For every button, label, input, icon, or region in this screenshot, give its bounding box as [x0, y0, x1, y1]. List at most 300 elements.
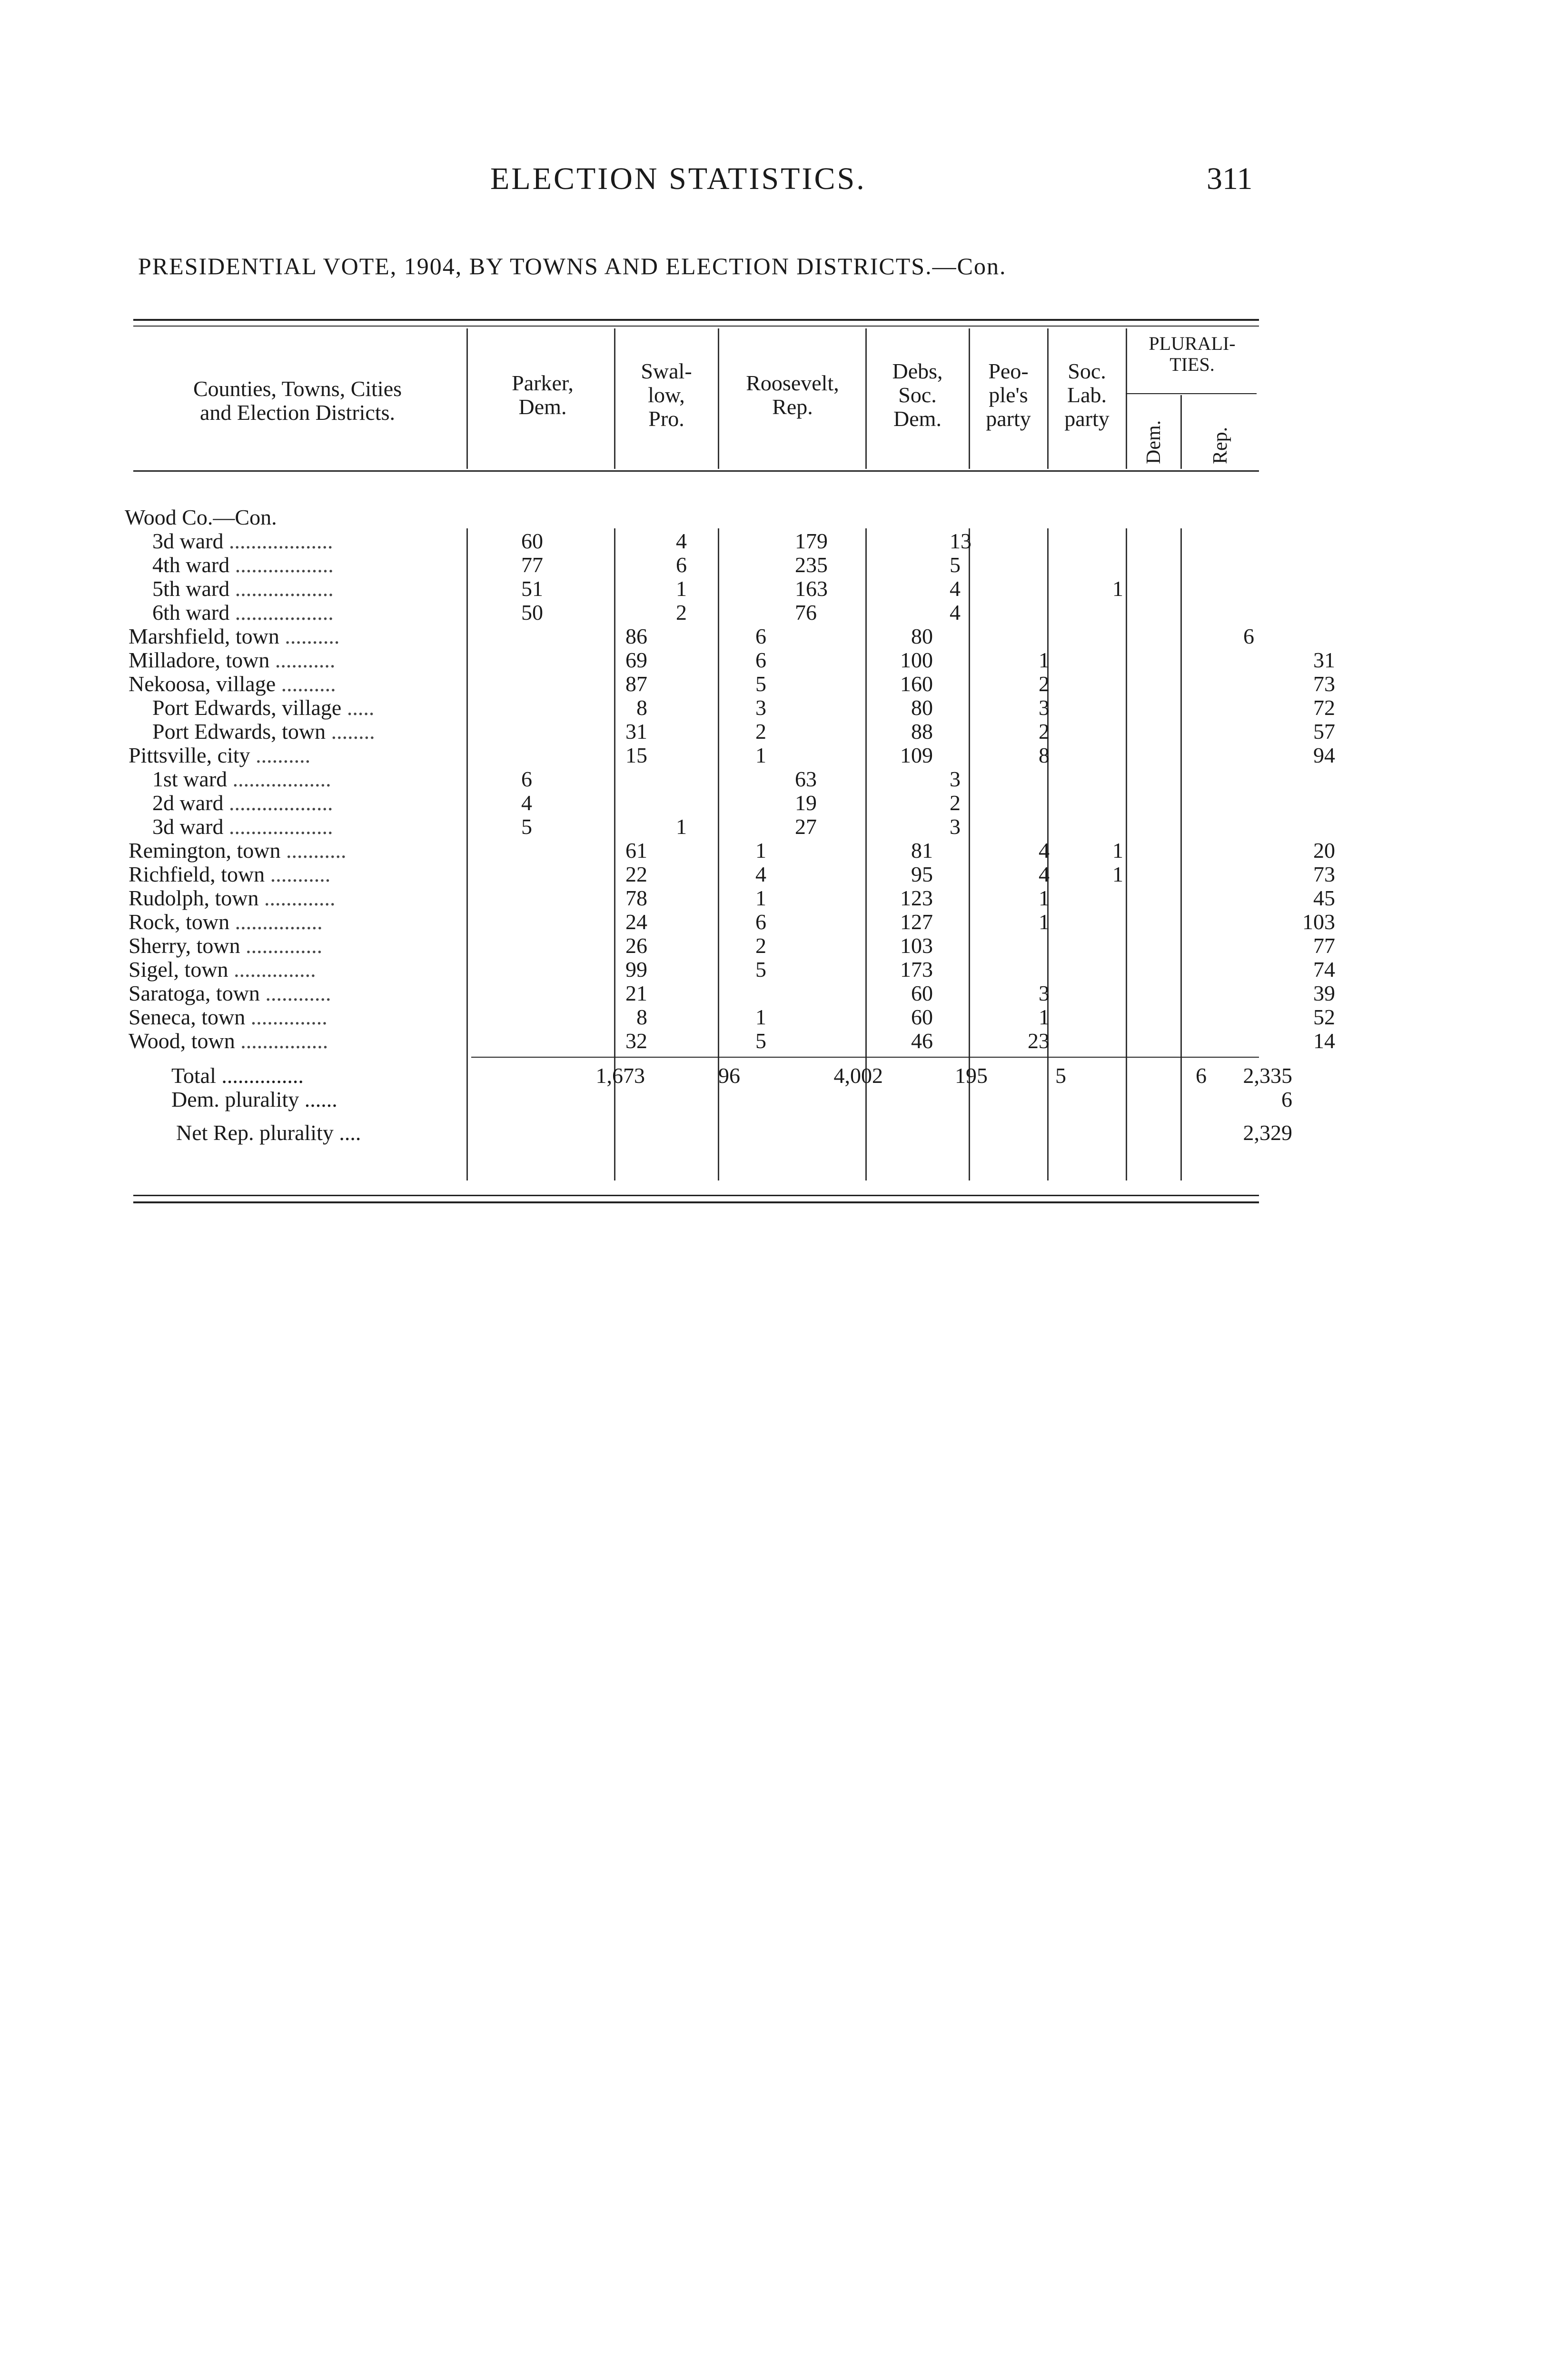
cell-p1: 51 [521, 576, 543, 601]
row-label: Saratoga, town [129, 981, 260, 1005]
cell-sl [1123, 863, 1202, 886]
cell-p2: 86 [625, 624, 647, 648]
cell-s1 [647, 767, 714, 791]
header-pluralities: PLURALI- TIES. [1149, 333, 1236, 375]
cell-d1 [933, 648, 988, 672]
top-rule [133, 319, 1259, 321]
totals-debs [888, 1088, 992, 1111]
cell-s2 [714, 601, 766, 625]
table-row [124, 958, 1335, 982]
cell-p2 [574, 577, 647, 601]
cell-s1 [647, 958, 714, 982]
cell-p2: 69 [625, 648, 647, 672]
cell-pr [1254, 601, 1335, 625]
row-label: Marshfield, town [129, 624, 279, 648]
cell-s2: 1 [755, 1005, 766, 1029]
cell-d2: 4 [1039, 862, 1050, 886]
cell-d1 [933, 625, 988, 648]
table-row [124, 696, 1335, 720]
cell-r2: 103 [900, 933, 933, 958]
cell-r2 [852, 601, 933, 625]
leader-dots: ................ [229, 910, 323, 934]
cell-r1: 179 [795, 529, 828, 553]
cell-r1 [766, 863, 852, 886]
cell-d1 [933, 1005, 988, 1029]
cell-p2 [574, 529, 647, 553]
cell-d2 [988, 767, 1050, 791]
cell-pp [1050, 601, 1123, 625]
table-row [124, 863, 1335, 886]
totals-row [124, 1064, 1297, 1088]
header-swallow: Swal- low, Pro. [641, 359, 692, 431]
table-row [124, 577, 1335, 601]
cell-s2 [714, 767, 766, 791]
cell-pr: 94 [1313, 743, 1335, 767]
table-row [124, 553, 1335, 577]
cell-s1 [647, 648, 714, 672]
cell-pr: 45 [1313, 886, 1335, 910]
cell-r2: 95 [911, 862, 933, 886]
cell-r2: 60 [911, 981, 933, 1005]
leader-dots: ........... [265, 862, 331, 886]
cell-pd [1202, 744, 1254, 767]
leader-dots: .............. [240, 933, 323, 958]
cell-r1 [766, 982, 852, 1005]
cell-p2: 31 [625, 719, 647, 744]
cell-pp: 1 [1112, 838, 1123, 863]
row-label: Rock, town [129, 910, 230, 934]
cell-sl [1123, 934, 1202, 958]
row-label: Sigel, town [129, 957, 228, 982]
cell-d1 [933, 982, 988, 1005]
cell-d2 [988, 553, 1050, 577]
leader-dots: .... [333, 1121, 361, 1145]
cell-sl [1123, 791, 1202, 815]
totals-peoples [992, 1111, 1071, 1154]
totals-rep: 2,335 [1243, 1063, 1292, 1088]
leader-dots: ............ [259, 981, 331, 1005]
cell-p1 [495, 982, 574, 1005]
cell-r1 [766, 672, 852, 696]
cell-s2 [714, 553, 766, 577]
cell-pp [1050, 886, 1123, 910]
leader-dots: .................. [229, 553, 334, 577]
row-label: 6th ward [152, 600, 230, 625]
cell-r2: 81 [911, 838, 933, 863]
cell-pp [1050, 696, 1123, 720]
leader-dots: .................. [227, 767, 331, 791]
cell-r1 [766, 696, 852, 720]
cell-p2 [574, 791, 647, 815]
totals-soclab [1071, 1088, 1154, 1111]
row-label: Seneca, town [129, 1005, 246, 1029]
cell-s2: 6 [755, 624, 766, 648]
cell-p2: 26 [625, 933, 647, 958]
col-sep [1180, 395, 1182, 469]
cell-pp [1050, 767, 1123, 791]
totals-dem: 6 [1196, 1063, 1207, 1088]
cell-d1 [933, 1029, 988, 1053]
cell-s2: 5 [755, 957, 766, 982]
cell-pd [1202, 553, 1254, 577]
totals-dem [1154, 1111, 1211, 1154]
cell-pd: 6 [1243, 624, 1254, 648]
totals-parker: 1,673 [595, 1063, 645, 1088]
cell-pr: 14 [1313, 1029, 1335, 1053]
cell-sl [1123, 839, 1202, 863]
cell-s1 [647, 791, 714, 815]
cell-p1 [495, 696, 574, 720]
cell-r1: 235 [795, 553, 828, 577]
cell-pd [1202, 839, 1254, 863]
leader-dots: ............... [228, 957, 316, 982]
cell-d1: 4 [950, 576, 961, 601]
cell-pr [1254, 529, 1335, 553]
page-number: 311 [1207, 161, 1253, 196]
cell-p1 [495, 1005, 574, 1029]
cell-pr [1254, 625, 1335, 648]
cell-p1 [495, 720, 574, 744]
cell-pp [1050, 672, 1123, 696]
cell-d1 [933, 934, 988, 958]
cell-pd [1202, 982, 1254, 1005]
cell-d1 [933, 672, 988, 696]
cell-s2: 6 [755, 648, 766, 672]
table-row [124, 648, 1335, 672]
cell-pp [1050, 553, 1123, 577]
totals-debs [888, 1111, 992, 1154]
header-plurality-rep: Rep. [1209, 426, 1231, 464]
cell-r1: 76 [795, 600, 817, 625]
table-row [124, 1005, 1335, 1029]
cell-s2: 4 [755, 862, 766, 886]
cell-sl [1123, 648, 1202, 672]
cell-r2 [852, 767, 933, 791]
totals-roosevelt: 4,002 [833, 1063, 883, 1088]
cell-r1: 19 [795, 791, 817, 815]
table-row [124, 529, 1335, 553]
cell-r1 [766, 720, 852, 744]
row-label: 4th ward [152, 553, 230, 577]
cell-r1: 27 [795, 814, 817, 839]
cell-s1: 6 [676, 553, 687, 577]
cell-pr: 73 [1313, 862, 1335, 886]
cell-pr [1254, 791, 1335, 815]
cell-d1 [933, 839, 988, 863]
cell-sl [1123, 886, 1202, 910]
header-plurality-dem: Dem. [1143, 420, 1165, 464]
table-title: PRESIDENTIAL VOTE, 1904, BY TOWNS AND ELECTION DISTRICTS.—Con. [138, 253, 1007, 279]
cell-sl [1123, 815, 1202, 839]
totals-label: Net Rep. plurality [176, 1121, 334, 1145]
totals-debs: 195 [955, 1063, 988, 1088]
cell-s1 [647, 720, 714, 744]
cell-d2 [988, 529, 1050, 553]
cell-p1 [495, 863, 574, 886]
cell-s2: 1 [755, 886, 766, 910]
cell-pp [1050, 934, 1123, 958]
cell-p1 [495, 672, 574, 696]
cell-d1 [933, 958, 988, 982]
cell-d1 [933, 696, 988, 720]
table-row [124, 886, 1335, 910]
row-label: 2d ward [152, 791, 224, 815]
cell-d2: 1 [1039, 910, 1050, 934]
cell-pr: 39 [1313, 981, 1335, 1005]
leader-dots: ...... [299, 1087, 337, 1111]
cell-r1 [766, 648, 852, 672]
cell-s2: 2 [755, 933, 766, 958]
cell-pp [1050, 625, 1123, 648]
totals-label: Dem. plurality [171, 1087, 299, 1111]
cell-s1 [647, 1029, 714, 1053]
cell-p2: 22 [625, 862, 647, 886]
vote-table [124, 529, 1335, 1053]
cell-s2 [714, 982, 766, 1005]
cell-d2 [988, 958, 1050, 982]
cell-p2: 78 [625, 886, 647, 910]
bottom-rule-thick [133, 1201, 1259, 1203]
cell-sl [1123, 1029, 1202, 1053]
row-label: Remington, town [129, 838, 281, 863]
table-row [124, 1029, 1335, 1053]
cell-r1 [766, 1029, 852, 1053]
cell-r1 [766, 839, 852, 863]
cell-pd [1202, 696, 1254, 720]
cell-pd [1202, 1005, 1254, 1029]
cell-sl [1123, 744, 1202, 767]
pluralities-rule [1126, 393, 1257, 394]
cell-d2 [988, 601, 1050, 625]
cell-p1: 50 [521, 600, 543, 625]
leader-dots: .......... [279, 624, 340, 648]
cell-p2: 21 [625, 981, 647, 1005]
totals-row [124, 1088, 1297, 1111]
cell-p1 [495, 934, 574, 958]
totals-soclab [1071, 1111, 1154, 1154]
cell-pr [1254, 553, 1335, 577]
cell-sl [1123, 577, 1202, 601]
cell-s1: 2 [676, 600, 687, 625]
cell-r2: 109 [900, 743, 933, 767]
cell-p2 [574, 815, 647, 839]
cell-pr: 57 [1313, 719, 1335, 744]
cell-pr: 31 [1313, 648, 1335, 672]
cell-d2: 23 [1028, 1029, 1050, 1053]
cell-pr: 72 [1313, 695, 1335, 720]
row-label: Port Edwards, village [152, 695, 342, 720]
cell-p1 [495, 910, 574, 934]
cell-pr: 103 [1302, 910, 1335, 934]
totals-swallow [650, 1111, 745, 1154]
cell-r2 [852, 791, 933, 815]
table-row [124, 767, 1335, 791]
cell-pp [1050, 910, 1123, 934]
table-row [124, 601, 1335, 625]
row-label: 5th ward [152, 576, 230, 601]
cell-d1 [933, 720, 988, 744]
col-sep [466, 328, 468, 469]
cell-s1 [647, 625, 714, 648]
cell-d2: 2 [1039, 672, 1050, 696]
cell-s2: 5 [755, 1029, 766, 1053]
leader-dots: ................ [235, 1029, 328, 1053]
leader-dots: .............. [245, 1005, 327, 1029]
cell-s1 [647, 982, 714, 1005]
cell-p1 [495, 744, 574, 767]
cell-p1 [495, 648, 574, 672]
cell-pp [1050, 529, 1123, 553]
cell-d1: 13 [950, 529, 971, 553]
cell-r1: 63 [795, 767, 817, 791]
cell-pp [1050, 1005, 1123, 1029]
cell-d2: 1 [1039, 1005, 1050, 1029]
header-soclab: Soc. Lab. party [1064, 359, 1110, 431]
totals-table [124, 1064, 1297, 1154]
cell-s1 [647, 672, 714, 696]
totals-label: Total [171, 1063, 216, 1088]
cell-pd [1202, 815, 1254, 839]
header-peoples: Peo- ple's party [986, 359, 1031, 431]
table-row [124, 982, 1335, 1005]
leader-dots: ................... [223, 529, 333, 553]
cell-sl [1123, 720, 1202, 744]
cell-r2: 127 [900, 910, 933, 934]
cell-pp [1050, 815, 1123, 839]
cell-d2: 3 [1039, 981, 1050, 1005]
row-label: 3d ward [152, 814, 224, 839]
table-row [124, 839, 1335, 863]
cell-d2 [988, 791, 1050, 815]
cell-pd [1202, 863, 1254, 886]
cell-r2: 46 [911, 1029, 933, 1053]
cell-r2: 80 [911, 695, 933, 720]
cell-pd [1202, 934, 1254, 958]
totals-parker [519, 1111, 650, 1154]
cell-s1: 1 [676, 814, 687, 839]
cell-s1: 1 [676, 576, 687, 601]
totals-row [124, 1111, 1297, 1154]
cell-pr: 52 [1313, 1005, 1335, 1029]
cell-sl [1123, 601, 1202, 625]
cell-pd [1202, 577, 1254, 601]
row-label: Milladore, town [129, 648, 270, 672]
cell-d1 [933, 744, 988, 767]
totals-peoples [992, 1088, 1071, 1111]
cell-d1 [933, 910, 988, 934]
cell-pp: 1 [1112, 576, 1123, 601]
cell-d2: 1 [1039, 886, 1050, 910]
cell-s2: 1 [755, 838, 766, 863]
cell-p2: 61 [625, 838, 647, 863]
row-label: Rudolph, town [129, 886, 259, 910]
leader-dots: .......... [276, 672, 336, 696]
cell-pd [1202, 767, 1254, 791]
cell-s1 [647, 910, 714, 934]
cell-pd [1202, 648, 1254, 672]
cell-r1 [766, 934, 852, 958]
totals-rep: 2,329 [1243, 1121, 1292, 1145]
row-label: Pittsville, city [129, 743, 250, 767]
cell-pr: 74 [1313, 957, 1335, 982]
totals-roosevelt [745, 1111, 888, 1154]
cell-pd [1202, 1029, 1254, 1053]
cell-p2: 15 [625, 743, 647, 767]
leader-dots: .......... [250, 743, 311, 767]
cell-d2 [988, 625, 1050, 648]
cell-d2: 8 [1039, 743, 1050, 767]
totals-parker [519, 1088, 650, 1111]
cell-p2: 87 [625, 672, 647, 696]
cell-pd [1202, 720, 1254, 744]
cell-d2: 2 [1039, 719, 1050, 744]
cell-s1 [647, 744, 714, 767]
cell-p1 [495, 839, 574, 863]
cell-p1: 5 [521, 814, 532, 839]
totals-dem [1154, 1088, 1211, 1111]
row-label: Wood, town [129, 1029, 235, 1053]
cell-d1: 5 [950, 553, 961, 577]
table-row [124, 672, 1335, 696]
cell-p2: 8 [636, 695, 647, 720]
cell-p2: 8 [636, 1005, 647, 1029]
cell-pd [1202, 791, 1254, 815]
table-row [124, 625, 1335, 648]
row-label: Port Edwards, town [152, 719, 326, 744]
cell-d1 [933, 863, 988, 886]
cell-p1 [495, 1029, 574, 1053]
cell-pr: 73 [1313, 672, 1335, 696]
table-row [124, 815, 1335, 839]
cell-p1: 60 [521, 529, 543, 553]
cell-pd [1202, 910, 1254, 934]
cell-s1 [647, 1005, 714, 1029]
cell-s2 [714, 529, 766, 553]
totals-roosevelt [745, 1088, 888, 1111]
cell-r2: 80 [911, 624, 933, 648]
cell-d2: 3 [1039, 695, 1050, 720]
leader-dots: .................. [229, 576, 334, 601]
cell-pr [1254, 815, 1335, 839]
cell-p1 [495, 886, 574, 910]
cell-r1 [766, 625, 852, 648]
leader-dots: ........... [280, 838, 347, 863]
cell-s1 [647, 696, 714, 720]
cell-s2 [714, 791, 766, 815]
cell-sl [1123, 910, 1202, 934]
cell-s1 [647, 839, 714, 863]
cell-s1 [647, 934, 714, 958]
col-sep [614, 328, 615, 469]
totals-peoples: 5 [1055, 1063, 1066, 1088]
cell-pd [1202, 958, 1254, 982]
table-row [124, 744, 1335, 767]
cell-r2: 123 [900, 886, 933, 910]
cell-sl [1123, 958, 1202, 982]
header-rule [133, 470, 1259, 472]
cell-s2: 2 [755, 719, 766, 744]
totals-rule [471, 1057, 1259, 1058]
cell-p2: 99 [625, 957, 647, 982]
cell-r1 [766, 886, 852, 910]
cell-r2 [852, 577, 933, 601]
cell-s2 [714, 815, 766, 839]
cell-r2 [852, 529, 933, 553]
bottom-rule [133, 1195, 1259, 1196]
cell-s1 [647, 863, 714, 886]
cell-p2 [574, 767, 647, 791]
leader-dots: ..... [341, 695, 375, 720]
